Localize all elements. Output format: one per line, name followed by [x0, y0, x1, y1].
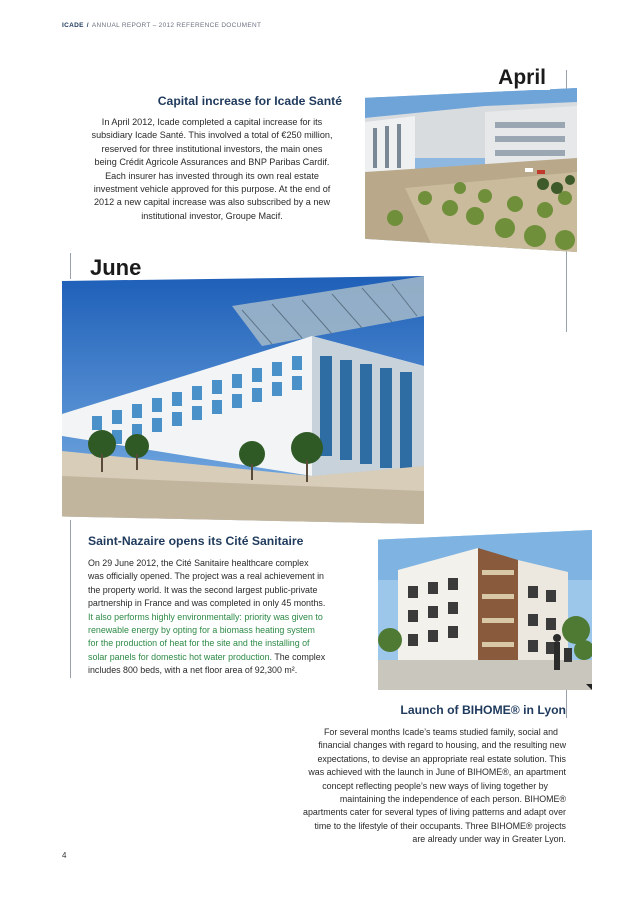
text-line-green: It also performs highly environmentally: priority was given to — [88, 611, 323, 622]
text-line: investment vehicle approved for this purpose. At the end of — [93, 184, 331, 195]
june-timeline-line-bottom — [70, 520, 71, 678]
text-line: For several months Icade’s teams studied family, social and — [324, 727, 558, 737]
page-number: 4 — [62, 851, 67, 860]
text-line: In April 2012, Icade completed a capital increase for its — [101, 117, 323, 127]
text-line: On 29 June 2012, the Cité Sanitaire healthcare complex — [88, 558, 309, 568]
bihome-corner-tick — [586, 684, 592, 690]
text-line: maintaining the independence of each person. BIHOME® — [339, 794, 566, 805]
text-line: time to the lifestyle of their occupants. Three BIHOME® projects — [314, 820, 566, 831]
text-line: includes 800 beds, with a net floor area of 92,300 m². — [88, 665, 298, 676]
text-line: institutional investor, Groupe Macif. — [141, 210, 283, 221]
month-label-june: June — [90, 255, 142, 280]
text-span: The complex — [272, 651, 326, 662]
header-brand: ICADE — [62, 22, 84, 29]
month-label-april: April — [494, 66, 550, 90]
text-line: the property world. It was the second largest public-private — [88, 584, 318, 595]
text-line: being Crédit Agricole Assurances and BNP Paribas Cardif. — [94, 157, 330, 168]
text-line: partnership in France and was completed in only 45 months. — [88, 598, 326, 609]
june-section-title: Saint-Nazaire opens its Cité Sanitaire — [88, 534, 304, 548]
text-line: 2012 a new capital increase was also subscribed by a new — [93, 197, 331, 208]
header-subtitle: ANNUAL REPORT – 2012 REFERENCE DOCUMENT — [91, 22, 262, 29]
text-line-mixed — [88, 651, 378, 664]
april-body-text — [78, 116, 346, 223]
text-line-green: for the production of heat for the site and the installing of — [88, 638, 310, 649]
bihome-apartments-photo — [378, 530, 592, 690]
text-line-green: renewable energy by opting for a biomass heating system — [88, 625, 315, 636]
text-line: are already under way in Greater Lyon. — [412, 834, 566, 845]
text-line: concept reflecting people’s new ways of living together by — [322, 780, 548, 791]
april-building-photo — [365, 88, 577, 252]
text-line: financial changes with regard to housing, and the resulting new — [318, 740, 566, 751]
june-timeline-line-left — [70, 253, 71, 279]
text-span-green: solar panels for domestic hot water production. — [88, 651, 273, 662]
text-line: apartments cater for several types of living patterns and adapt over — [303, 807, 566, 818]
bihome-timeline-line — [566, 690, 567, 718]
june-body-text — [88, 557, 378, 678]
bihome-body-text — [260, 726, 574, 847]
text-line: reserved for three institutional investors, the main ones — [101, 143, 323, 154]
april-section-title: Capital increase for Icade Santé — [157, 94, 342, 108]
text-line: was achieved with the launch in June of BIHOME®, an apartment — [308, 767, 566, 778]
header-separator: / — [86, 22, 89, 29]
text-line: expectations, to devise an appropriate real estate solution. This — [317, 753, 566, 764]
running-header — [62, 22, 261, 29]
bihome-section-title: Launch of BIHOME® in Lyon — [400, 703, 566, 717]
text-line: Each insurer has invested through its own real estate — [105, 170, 319, 181]
text-line: subsidiary Icade Santé. This involved a total of €250 million, — [91, 130, 333, 141]
june-hospital-photo — [62, 276, 424, 524]
text-line: was officially opened. The project was a real achievement in — [88, 571, 324, 582]
